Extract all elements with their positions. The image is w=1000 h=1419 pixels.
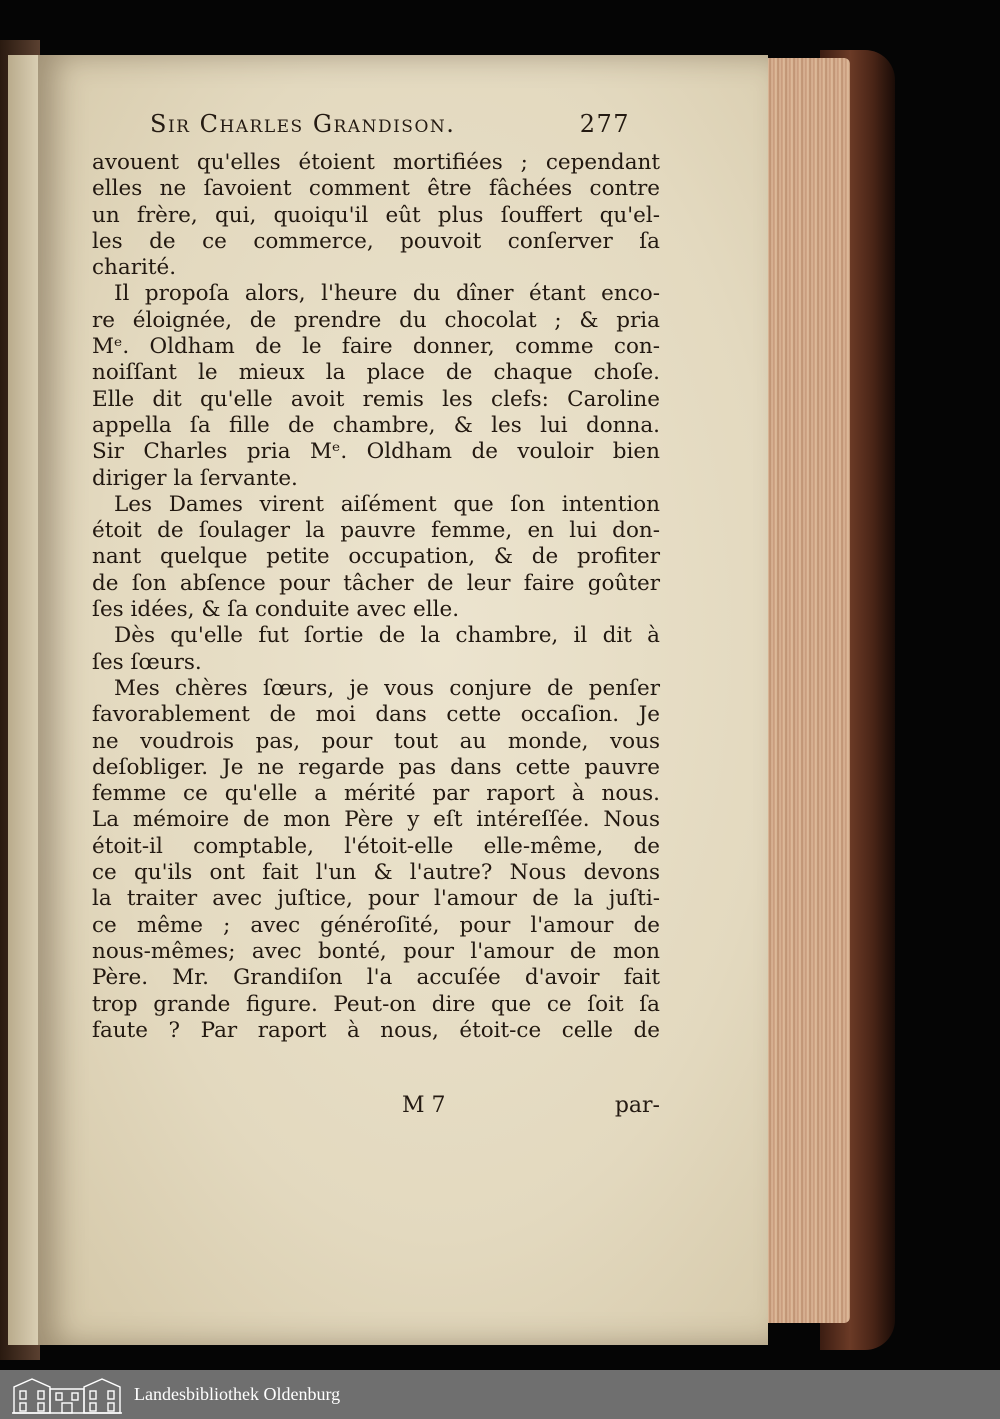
text-line: faute ? Par raport à nous, étoit-ce celle de: [92, 1017, 660, 1043]
text-line: appella ſa fille de chambre, & les lui donna.: [92, 412, 660, 438]
text-line: un frère, qui, quoiqu'il eût plus ſouffert qu'el-: [92, 202, 660, 228]
text-line: Sir Charles pria Mᵉ. Oldham de vouloir bien: [92, 439, 660, 465]
text-line: Père. Mr. Grandiſon l'a accuſée d'avoir fait: [92, 965, 660, 991]
library-building-icon: [12, 1375, 122, 1415]
page-text: [92, 150, 660, 1044]
text-line: femme ce qu'elle a mérité par raport à nous.: [92, 781, 660, 807]
text-line: Les Dames virent aiſément que ſon intention: [114, 491, 660, 517]
text-line: noiſſant le mieux la place de chaque choſe.: [92, 360, 660, 386]
signature-mark: M 7: [402, 1093, 446, 1118]
footer-label: Landesbibliothek Oldenburg: [134, 1384, 341, 1404]
text-line: Elle dit qu'elle avoit remis les clefs: Caroline: [92, 386, 660, 412]
text-line: ce même ; avec généroſité, pour l'amour de: [92, 912, 660, 938]
running-head: [150, 110, 630, 146]
text-line: ſes ſœurs.: [92, 649, 202, 675]
text-line: nant quelque petite occupation, & de profiter: [92, 544, 660, 570]
text-line: diriger la ſervante.: [92, 465, 298, 491]
text-line: elles ne ſavoient comment être fâchées contre: [92, 176, 660, 202]
signature-line: [150, 1093, 660, 1123]
text-line: avouent qu'elles étoient mortifiées ; cependant: [92, 150, 660, 175]
text-line: La mémoire de mon Père y eſt intéreſſée. Nous: [92, 807, 660, 833]
text-line: nous-mêmes; avec bonté, pour l'amour de mon: [92, 938, 660, 964]
facing-page-edge: [8, 55, 38, 1345]
page-number: 277: [579, 110, 630, 138]
text-line: favorablement de moi dans cette occaſion. Je: [92, 702, 660, 728]
running-head-title: Sir Charles Grandison.: [150, 110, 456, 138]
text-line: trop grande figure. Peut-on dire que ce ſoit ſa: [92, 991, 660, 1017]
text-line: la traiter avec juſtice, pour l'amour de la juſti-: [92, 886, 660, 912]
text-line: les de ce commerce, pouvoit conſerver ſa: [92, 228, 660, 254]
text-line: Mes chères ſœurs, je vous conjure de penſer: [114, 675, 660, 701]
text-line: étoit de ſoulager la pauvre femme, en lui don-: [92, 518, 660, 544]
text-line: Il propoſa alors, l'heure du dîner étant enco-: [114, 281, 660, 307]
page-edges: [758, 58, 850, 1323]
text-line: étoit-il comptable, l'étoit-elle elle-même, de: [92, 833, 660, 859]
text-line: charité.: [92, 255, 177, 281]
text-line: re éloignée, de prendre du chocolat ; & pria: [92, 307, 660, 333]
text-line: deſobliger. Je ne regarde pas dans cette pauvre: [92, 754, 660, 780]
text-line: Dès qu'elle fut ſortie de la chambre, il dit à: [114, 623, 660, 649]
text-line: de ſon abſence pour tâcher de leur faire goûter: [92, 570, 660, 596]
catchword: par-: [614, 1093, 660, 1118]
text-line: ne voudrois pas, pour tout au monde, vous: [92, 728, 660, 754]
text-line: ce qu'ils ont fait l'un & l'autre? Nous devons: [92, 860, 660, 886]
text-line: ſes idées, & ſa conduite avec elle.: [92, 597, 460, 623]
footer-bar: [0, 1370, 1000, 1419]
text-line: Mᵉ. Oldham de le faire donner, comme con-: [92, 334, 660, 360]
